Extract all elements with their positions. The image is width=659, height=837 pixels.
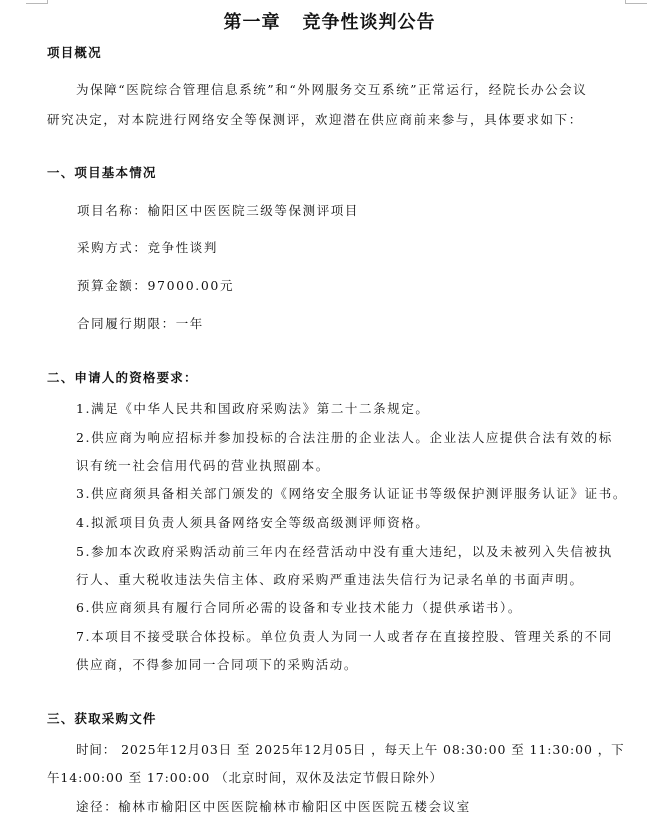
requirement-line: 2.供应商为响应招标并参加投标的合法注册的企业法人。企业法人应提供合法有效的标 bbox=[76, 430, 613, 445]
requirement-line: 5.参加本次政府采购活动前三年内在经营活动中没有重大违纪，以及未被列入失信被执 bbox=[76, 544, 613, 559]
document-route: 途径：榆林市榆阳区中医医院榆林市榆阳区中医医院五楼会议室 bbox=[76, 799, 471, 814]
requirement-line: 供应商，不得参加同一合同项下的采购活动。 bbox=[76, 657, 359, 672]
requirement-line: 4.拟派项目负责人须具备网络安全等级高级测评师资格。 bbox=[76, 515, 430, 530]
project-name: 项目名称：榆阳区中医医院三级等保测评项目 bbox=[77, 203, 360, 218]
requirement-line: 1.满足《中华人民共和国政府采购法》第二十二条规定。 bbox=[76, 401, 430, 416]
chapter-name: 竞争性谈判公告 bbox=[302, 12, 436, 33]
overview-paragraph-line-2: 研究决定，对本院进行网络安全等保测评，欢迎潜在供应商前来参与，具体要求如下： bbox=[47, 112, 583, 127]
requirement-line: 6.供应商须具有履行合同所必需的设备和专业技术能力（提供承诺书）。 bbox=[76, 600, 522, 615]
procurement-method: 采购方式：竞争性谈判 bbox=[77, 240, 219, 255]
overview-paragraph-line-1: 为保障“医院综合管理信息系统”和“外网服务交互系统”正常运行，经院长办公会议 bbox=[76, 82, 588, 97]
requirement-line: 识有统一社会信用代码的营业执照副本。 bbox=[76, 458, 330, 473]
requirement-line: 7.本项目不接受联合体投标。单位负责人为同一人或者存在直接控股、管理关系的不同 bbox=[76, 629, 613, 644]
contract-period: 合同履行期限：一年 bbox=[77, 316, 204, 331]
requirement-line: 行人、重大税收违法失信主体、政府采购严重违法失信行为记录名单的书面声明。 bbox=[76, 572, 584, 587]
budget-amount: 预算金额：97000.00元 bbox=[77, 278, 235, 293]
section-1-heading: 一、项目基本情况 bbox=[47, 165, 157, 180]
page-title bbox=[0, 8, 659, 34]
chapter-label: 第一章 bbox=[223, 12, 281, 33]
section-3-heading: 三、获取采购文件 bbox=[47, 711, 157, 726]
page-corner-mark-left bbox=[26, 0, 48, 4]
document-time-line-1: 时间： 2025年12月03日 至 2025年12月05日 ，每天上午 08:30:00 至 11:30:00 ，下 bbox=[76, 742, 625, 757]
overview-heading: 项目概况 bbox=[47, 45, 102, 60]
section-2-heading: 二、申请人的资格要求： bbox=[47, 370, 198, 385]
requirement-line: 3.供应商须具备相关部门颁发的《网络安全服务认证证书等级保护测评服务认证》证书。 bbox=[76, 486, 627, 501]
document-time-line-2: 午14:00:00 至 17:00:00 （北京时间，双休及法定节假日除外） bbox=[47, 770, 443, 785]
page-corner-mark-right bbox=[625, 0, 647, 4]
